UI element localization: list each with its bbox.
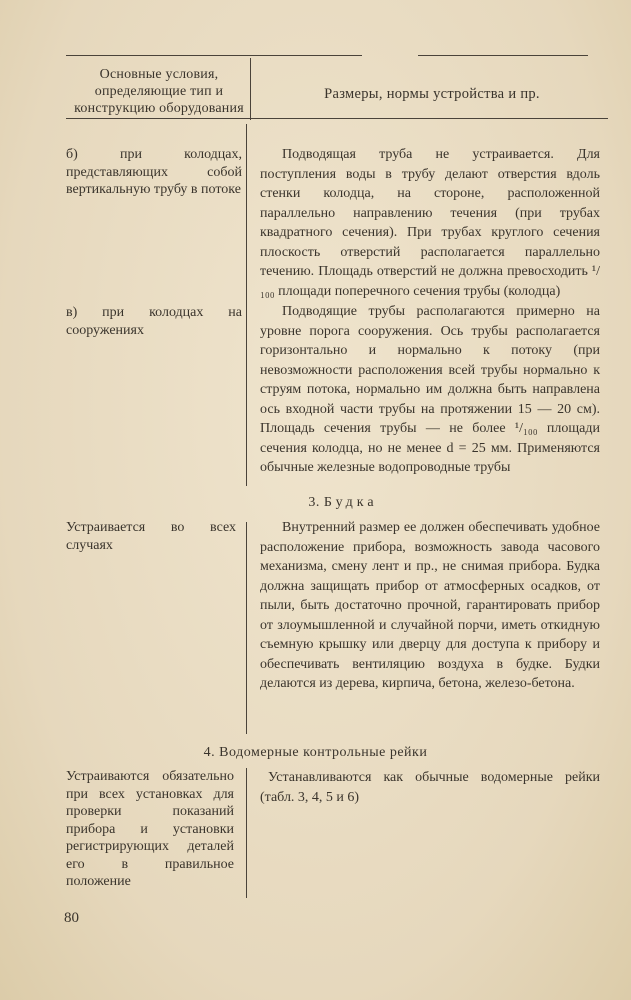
section-3-condition: Устраивается во всех случаях <box>66 520 236 553</box>
section-4-title: 4. Водомерные контрольные рейки <box>203 745 428 760</box>
page-number: 80 <box>64 910 79 926</box>
header-top-rule <box>66 55 362 56</box>
row-b-text: Подводящая труба не устраивается. Для поступления воды в трубу делают отверстия вдоль стенки колодца, на стороне, расположенной параллельно направлению течения (при трубах квадратного сечения). При трубах круглого сечения плоскость отверстий располагается параллельно течению. Площадь отверстий не должна превосходить ¹/₁₀₀ площади поперечного сечения трубы (колодца) <box>260 147 600 299</box>
section-4-description <box>260 768 600 807</box>
row-c-text: Подводящие трубы располагаются примерно на уровне порога сооружения. Ось трубы располагается горизонтально и нормально к потоку (при невозможности расположения всей трубы нормально к струям потока, нормально им должна быть направлена ось входной части трубы на протяжении 15 — 20 см). Площадь сечения трубы — не более ¹/₁₀₀ площади сечения колодца, но не менее d = 25 мм. Применяются обычные железные водопроводные трубы <box>260 304 600 475</box>
row-c-description <box>260 302 600 478</box>
header-top-rule-right <box>418 55 588 56</box>
section-4-text: Устанавливаются как обычные водомерные рейки (табл. 3, 4, 5 и 6) <box>260 770 600 805</box>
section-4-condition: Устраиваются обязательно при всех установках для проверки показаний прибора и установки регистрирующих деталей его в правильное положение <box>66 769 234 889</box>
section-3-description <box>260 518 600 694</box>
header-right-cell: Размеры, нормы устройства и пр. <box>324 86 540 102</box>
section-3-column-divider <box>246 522 247 734</box>
section-3-title <box>0 495 631 511</box>
body-column-divider <box>246 124 247 486</box>
header-left-cell: Основные условия, определяющие тип и конструкцию оборудования <box>74 67 244 116</box>
section-3-name: Будка <box>323 495 378 510</box>
row-b-description <box>260 145 600 301</box>
section-4-column-divider <box>246 768 247 898</box>
section-3-number: 3. <box>308 495 320 510</box>
row-b-condition: б) при колодцах, представляющих собой вертикальную трубу в потоке <box>66 147 242 197</box>
row-c-condition: в) при колодцах на сооружениях <box>66 305 242 338</box>
header-bottom-rule <box>66 118 608 119</box>
section-3-text: Внутренний размер ее должен обеспечивать удобное расположение прибора, возможность завода часового механизма, смену лент и пр., не снимая прибора. Будка должна защищать прибор от атмосферных осадков, от пыли, быть достаточно прочной, гарантировать прибор от злоумышленной и случайной порчи, иметь откидную съемную крышку или дверцу для доступа к прибору и обеспечивать вентиляцию воздуха в будке. Будки делаются из дерева, кирпича, бетона, железо-бетона. <box>260 520 600 691</box>
